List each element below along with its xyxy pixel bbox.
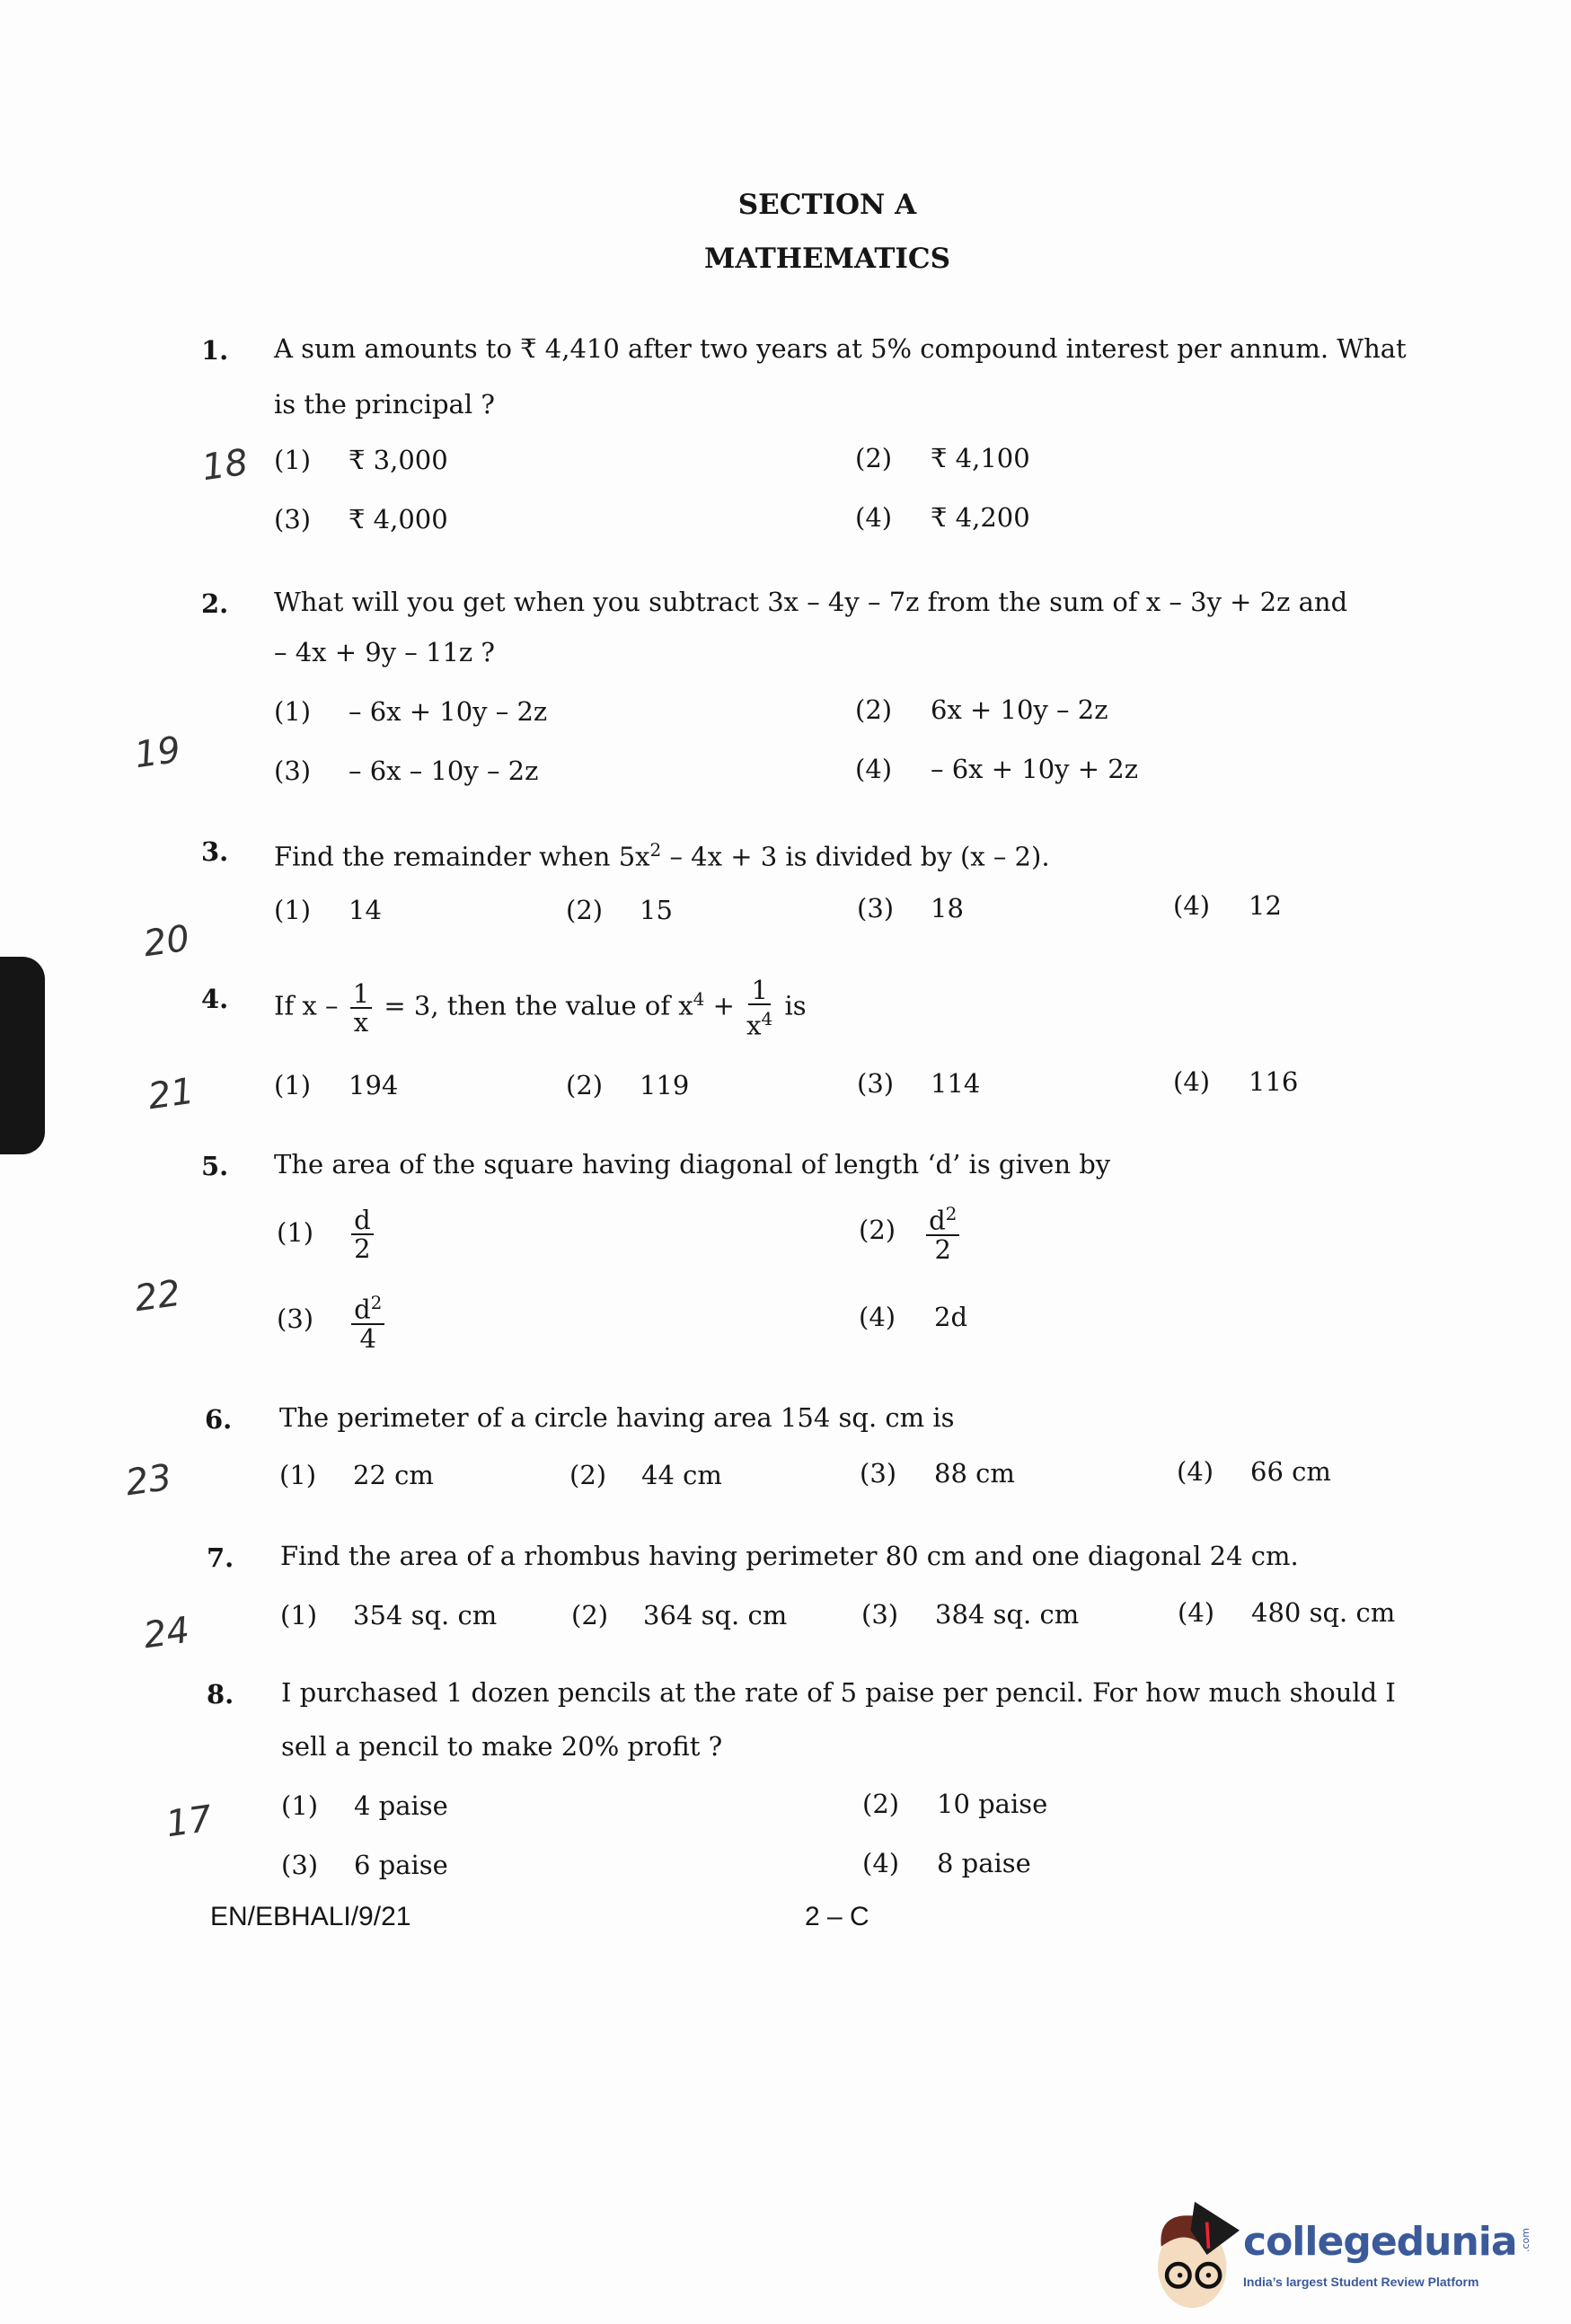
option-1[interactable] xyxy=(274,444,448,476)
option-label: (2) xyxy=(859,1215,896,1245)
question-number: 6. xyxy=(205,1404,233,1435)
option-value: 15 xyxy=(640,895,673,925)
option-value: 114 xyxy=(931,1068,981,1099)
option-value: 354 sq. cm xyxy=(353,1600,498,1630)
option-value: 480 sq. cm xyxy=(1251,1597,1396,1628)
question-text: sell a pencil to make 20% profit ? xyxy=(281,1731,723,1762)
option-value: 6x + 10y – 2z xyxy=(931,694,1108,725)
handwritten-note: 21 xyxy=(146,1070,197,1118)
option-label: (3) xyxy=(857,1068,895,1099)
collegedunia-logo[interactable] xyxy=(1150,2192,1545,2318)
option-value: 8 paise xyxy=(937,1848,1031,1878)
option-3[interactable] xyxy=(274,503,448,535)
option-label: (3) xyxy=(857,893,895,923)
option-2[interactable] xyxy=(859,1197,963,1263)
option-2[interactable] xyxy=(571,1599,788,1631)
option-label: (1) xyxy=(281,1790,319,1821)
option-3[interactable] xyxy=(274,755,539,787)
option-value: ₹ 4,000 xyxy=(349,504,448,535)
option-value: 44 cm xyxy=(641,1460,722,1490)
option-value: 12 xyxy=(1249,890,1282,921)
option-value: 66 cm xyxy=(1250,1456,1331,1487)
option-label: (2) xyxy=(855,443,893,473)
logo-tagline: India’s largest Student Review Platform xyxy=(1243,2275,1479,2289)
handwritten-note: 18 xyxy=(199,441,251,490)
option-label: (4) xyxy=(862,1848,900,1878)
option-4[interactable] xyxy=(1177,1455,1331,1488)
page-number: 2 – C xyxy=(805,1902,869,1931)
logo-suffix: .com xyxy=(1520,2228,1531,2252)
option-4[interactable] xyxy=(1173,889,1282,922)
question-text: Find the area of a rhombus having perimeter 80 cm and one diagonal 24 cm. xyxy=(280,1541,1299,1571)
question-text: The perimeter of a circle having area 154 sq. cm is xyxy=(279,1402,955,1433)
question-number: 3. xyxy=(201,836,229,867)
option-4[interactable] xyxy=(1178,1596,1396,1629)
option-4[interactable] xyxy=(862,1847,1031,1879)
option-3[interactable] xyxy=(860,1457,1015,1489)
handwritten-note: 22 xyxy=(132,1272,183,1321)
option-1[interactable] xyxy=(274,1069,399,1101)
fraction: $\frac{1}{x}$ xyxy=(350,980,372,1036)
fraction: $\frac{1}{x^4}$ xyxy=(746,974,773,1041)
option-value: 4 paise xyxy=(354,1790,448,1821)
option-label: (1) xyxy=(274,1070,312,1100)
question-text: I purchased 1 dozen pencils at the rate of 5 paise per pencil. For how much should I xyxy=(281,1677,1396,1708)
option-value: 384 sq. cm xyxy=(935,1599,1080,1630)
option-2[interactable] xyxy=(855,694,1108,726)
option-2[interactable] xyxy=(569,1459,722,1491)
question-text: Find the remainder when $5x^2 - 4x + 3$ is divided by (x – 2). xyxy=(274,839,1050,872)
question-number: 4. xyxy=(201,984,229,1014)
option-4[interactable] xyxy=(855,501,1030,534)
option-value: ₹ 4,100 xyxy=(931,443,1030,473)
option-value: ₹ 3,000 xyxy=(349,445,448,475)
option-label: (3) xyxy=(274,504,312,535)
option-1[interactable] xyxy=(274,695,548,728)
option-1[interactable] xyxy=(281,1789,448,1822)
option-label: (1) xyxy=(274,895,312,925)
option-2[interactable] xyxy=(566,1069,690,1101)
option-1[interactable] xyxy=(280,1599,498,1631)
question-text: What will you get when you subtract 3x – 4y – 7z from the sum of x – 3y + 2z and xyxy=(274,587,1348,617)
handwritten-note: 17 xyxy=(163,1798,215,1846)
option-2[interactable] xyxy=(855,442,1030,474)
option-1[interactable] xyxy=(277,1200,377,1265)
option-label: (1) xyxy=(280,1600,318,1630)
option-value-fraction: $\frac{d^2}{2}$ xyxy=(926,1200,959,1263)
option-label: (1) xyxy=(274,445,312,475)
question-text: If x – $\frac{1}{x}$ = 3, then the value of $x^4$ + $\frac{1}{x^4}$ is xyxy=(274,974,807,1041)
option-label: (4) xyxy=(1173,890,1211,921)
subject-title: MATHEMATICS xyxy=(704,243,950,275)
option-value: 88 cm xyxy=(934,1458,1015,1489)
option-label: (2) xyxy=(566,1070,604,1100)
question-number: 7. xyxy=(207,1542,234,1573)
option-label: (3) xyxy=(277,1303,314,1334)
option-label: (2) xyxy=(571,1600,609,1630)
option-value: – 6x – 10y – 2z xyxy=(349,756,539,786)
handwritten-note: 20 xyxy=(141,917,192,966)
option-label: (3) xyxy=(861,1599,899,1630)
option-value: 14 xyxy=(349,895,382,925)
binder-clip-shadow xyxy=(0,957,45,1154)
option-3[interactable] xyxy=(857,1067,981,1100)
option-label: (1) xyxy=(279,1460,317,1490)
option-value: 116 xyxy=(1249,1066,1299,1097)
option-4[interactable] xyxy=(859,1301,968,1333)
question-number: 8. xyxy=(207,1679,234,1710)
question-number: 1. xyxy=(201,335,229,366)
handwritten-note: 23 xyxy=(123,1456,174,1505)
logo-wordmark: collegedunia xyxy=(1243,2219,1517,2265)
question-text: is the principal ? xyxy=(274,389,495,420)
option-label: (2) xyxy=(569,1460,607,1490)
option-3[interactable] xyxy=(281,1849,448,1881)
question-text: A sum amounts to ₹ 4,410 after two years at 5% compound interest per annum. What xyxy=(274,333,1407,364)
option-label: (4) xyxy=(1178,1597,1215,1628)
option-label: (2) xyxy=(855,694,893,725)
option-label: (3) xyxy=(274,756,312,786)
question-number: 2. xyxy=(201,588,229,619)
option-value: 364 sq. cm xyxy=(643,1600,788,1630)
option-value: – 6x + 10y – 2z xyxy=(349,696,548,727)
option-label: (4) xyxy=(859,1302,896,1332)
option-label: (2) xyxy=(566,895,604,925)
option-value: 2d xyxy=(934,1302,968,1332)
option-3[interactable] xyxy=(277,1286,388,1352)
option-value-fraction: $\frac{d^2}{4}$ xyxy=(351,1289,384,1352)
option-label: (1) xyxy=(274,696,312,727)
option-value: 119 xyxy=(640,1070,690,1100)
handwritten-note: 19 xyxy=(132,729,183,777)
option-label: (4) xyxy=(855,502,893,533)
option-label: (2) xyxy=(862,1789,900,1819)
question-text: – 4x + 9y – 11z ? xyxy=(274,637,495,667)
option-label: (4) xyxy=(855,754,893,784)
mascot-icon xyxy=(1150,2192,1240,2318)
option-label: (4) xyxy=(1177,1456,1214,1487)
question-number: 5. xyxy=(201,1151,229,1181)
option-4[interactable] xyxy=(855,753,1139,785)
option-value: 6 paise xyxy=(354,1850,448,1880)
option-value: 22 cm xyxy=(353,1460,434,1490)
option-4[interactable] xyxy=(1173,1065,1299,1098)
option-value: – 6x + 10y + 2z xyxy=(931,754,1139,784)
option-label: (3) xyxy=(860,1458,897,1489)
question-text: The area of the square having diagonal of length ‘d’ is given by xyxy=(274,1149,1111,1180)
option-3[interactable] xyxy=(861,1598,1080,1630)
option-1[interactable] xyxy=(279,1459,434,1491)
option-2[interactable] xyxy=(566,894,673,926)
option-2[interactable] xyxy=(862,1788,1048,1820)
handwritten-note: 24 xyxy=(141,1609,192,1657)
paper-code: EN/EBHALI/9/21 xyxy=(210,1902,411,1931)
option-value-fraction: $\frac{d}{2}$ xyxy=(351,1206,374,1262)
option-1[interactable] xyxy=(274,894,382,926)
option-3[interactable] xyxy=(857,892,964,924)
option-label: (4) xyxy=(1173,1066,1211,1097)
option-label: (3) xyxy=(281,1850,319,1880)
option-value: 18 xyxy=(931,893,964,923)
option-value: 194 xyxy=(349,1070,399,1100)
option-value: 10 paise xyxy=(937,1789,1048,1819)
section-title: SECTION A xyxy=(737,189,917,221)
option-value: ₹ 4,200 xyxy=(931,502,1030,533)
option-label: (1) xyxy=(277,1217,314,1248)
